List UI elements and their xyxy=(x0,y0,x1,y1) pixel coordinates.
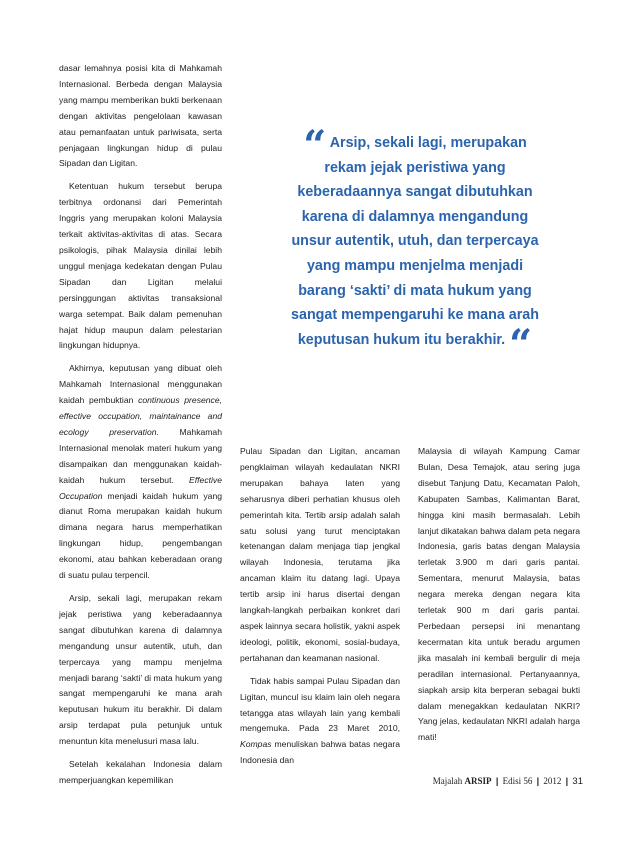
italic-term: Effective Occupation xyxy=(59,474,222,501)
paragraph xyxy=(240,674,400,769)
paragraph: Pulau Sipadan dan Ligitan, ancaman pengklaiman wilayah kedaulatan NKRI merupakan bahaya laten yang seharusnya diberi perhatian khusus oleh pemerintah kita. Tertib arsip adalah salah satu solusi yang turut menciptakan ketenangan dalam menjaga tiap jengkal wilayah Indonesia, terutama jika ancaman klaim itu datang lagi. Upaya tertib arsip ini harus disertai dengan langkah-langkah perbaikan konkret dari aspek lainnya secara holistik, yakni aspek ideologi, politik, ekonomi, sosial-budaya, pertahanan dan keamanan nasional. xyxy=(240,446,400,663)
page-footer xyxy=(413,776,583,787)
open-quote-mark: “ xyxy=(303,122,327,169)
magazine-name: Majalah xyxy=(432,776,463,786)
italic-term: continuous presence, effective occupation, maintainance and ecology preservation. xyxy=(59,395,223,437)
left-text-column xyxy=(59,61,222,789)
pull-quote xyxy=(283,122,547,368)
text-run: Mahkamah Internasional menolak materi hukum yang disampaikan dan menggunakan kaidah-kaidah hukum tersebut. xyxy=(59,426,222,485)
paragraph: Arsip, sekali lagi, merupakan rekam jejak peristiwa yang keberadaannya sangat dibutuhkan karena di dalamnya mengandung unsur autentik, utuh, dan terpercaya yang mampu menjelma menjadi barang ‘sakti’ di mata hukum yang sangat mempengaruhi ke mana arah keputusan hukum itu berakhir. Di dalam arsip terdapat pula petunjuk untuk menuntun kita menelusuri masa lalu. xyxy=(59,593,222,747)
footer-separator: | xyxy=(536,776,540,786)
close-quote-mark: “ xyxy=(509,320,533,368)
right-text-column xyxy=(418,444,580,746)
paragraph xyxy=(59,361,222,584)
paragraph: Setelah kekalahan Indonesia dalam memperjuangkan kepemilikan xyxy=(59,759,222,785)
magazine-name-bold: ARSIP xyxy=(464,776,492,786)
pull-quote-text: Arsip, sekali lagi, merupakan rekam jejak peristiwa yang keberadaannya sangat dibutuhkan karena di dalamnya mengandung unsur autentik, utuh, dan terpercaya yang mampu menjelma menjadi barang ‘sakti’ di mata hukum yang sangat mempengaruhi ke mana arah keputusan hukum itu berakhir. xyxy=(291,135,539,348)
text-run: Akhirnya, keputusan yang dibuat oleh Mahkamah Internasional menggunakan kaidah pembuktian xyxy=(59,363,222,406)
page-number: 31 xyxy=(572,776,583,787)
middle-text-column xyxy=(240,444,400,769)
edition-label: Edisi 56 xyxy=(502,776,533,786)
paragraph: dasar lemahnya posisi kita di Mahkamah Internasional. Berbeda dengan Malaysia yang mampu memberikan bukti berkenaan dengan aktivitas pengelolaan kawasan atau pemanfaatan untuk pariwisata, serta penjagaan lingkungan hidup di pulau Sipadan dan Ligitan. xyxy=(59,63,222,169)
paragraph: Ketentuan hukum tersebut berupa terbitnya ordonansi dari Pemerintah Inggris yang merupakan koloni Malaysia terkait aktivitas-aktivitas di atas. Secara psikologis, pihak Malaysia dinilai lebih unggul menjaga kedekatan dengan Pulau Sipadan dan Ligitan melalui persinggungan aktivitas transaksional warga setempat. Baik dalam pemenuhan hajat hidup maupun dalam pelestarian lingkungan hidupnya. xyxy=(59,181,222,351)
italic-term: Kompas xyxy=(240,739,272,750)
year-label: 2012 xyxy=(543,776,562,786)
text-run: Tidak habis sampai Pulau Sipadan dan Ligitan, muncul isu klaim lain oleh negara tetangga atas wilayah lain yang kembali mengemuka. Pada 23 Maret 2010, xyxy=(240,675,400,734)
footer-separator: | xyxy=(565,776,569,786)
paragraph: Malaysia di wilayah Kampung Camar Bulan, Desa Temajok, atau sering juga disebut Tanjung Datu, Kecamatan Paloh, Kabupaten Sambas, Kalimantan Barat, hingga kini masih bermasalah. Lebih lanjut dikatakan bahwa dalam peta negara Indonesia, garis batas dengan Malaysia terletak 3.900 m dari garis pantai. Sementara, menurut Malaysia, batas negara mereka dengan negara kita terletak 900 m dari garis pantai. Perbedaan persepsi ini menantang kecermatan kita untuk beradu argumen jika masalah ini kembali bergulir di meja peradilan internasional. Pertanyaannya, siapkah arsip kita berperan sebagai bukti dalam menegakkan kedaulatan NKRI? Yang jelas, kedaulatan NKRI adalah harga mati! xyxy=(418,446,580,743)
text-run: menjadi kaidah hukum yang dianut Roma merupakan kaidah hukum dimana negara harus memperhatikan lingkungan hidup, pengembangan ekonomi, atau bahkan keberadaan orang di suatu pulau terpencil. xyxy=(59,490,222,581)
text-run: menuliskan bahwa batas negara Indonesia dan xyxy=(240,739,400,766)
footer-separator: | xyxy=(495,776,499,786)
